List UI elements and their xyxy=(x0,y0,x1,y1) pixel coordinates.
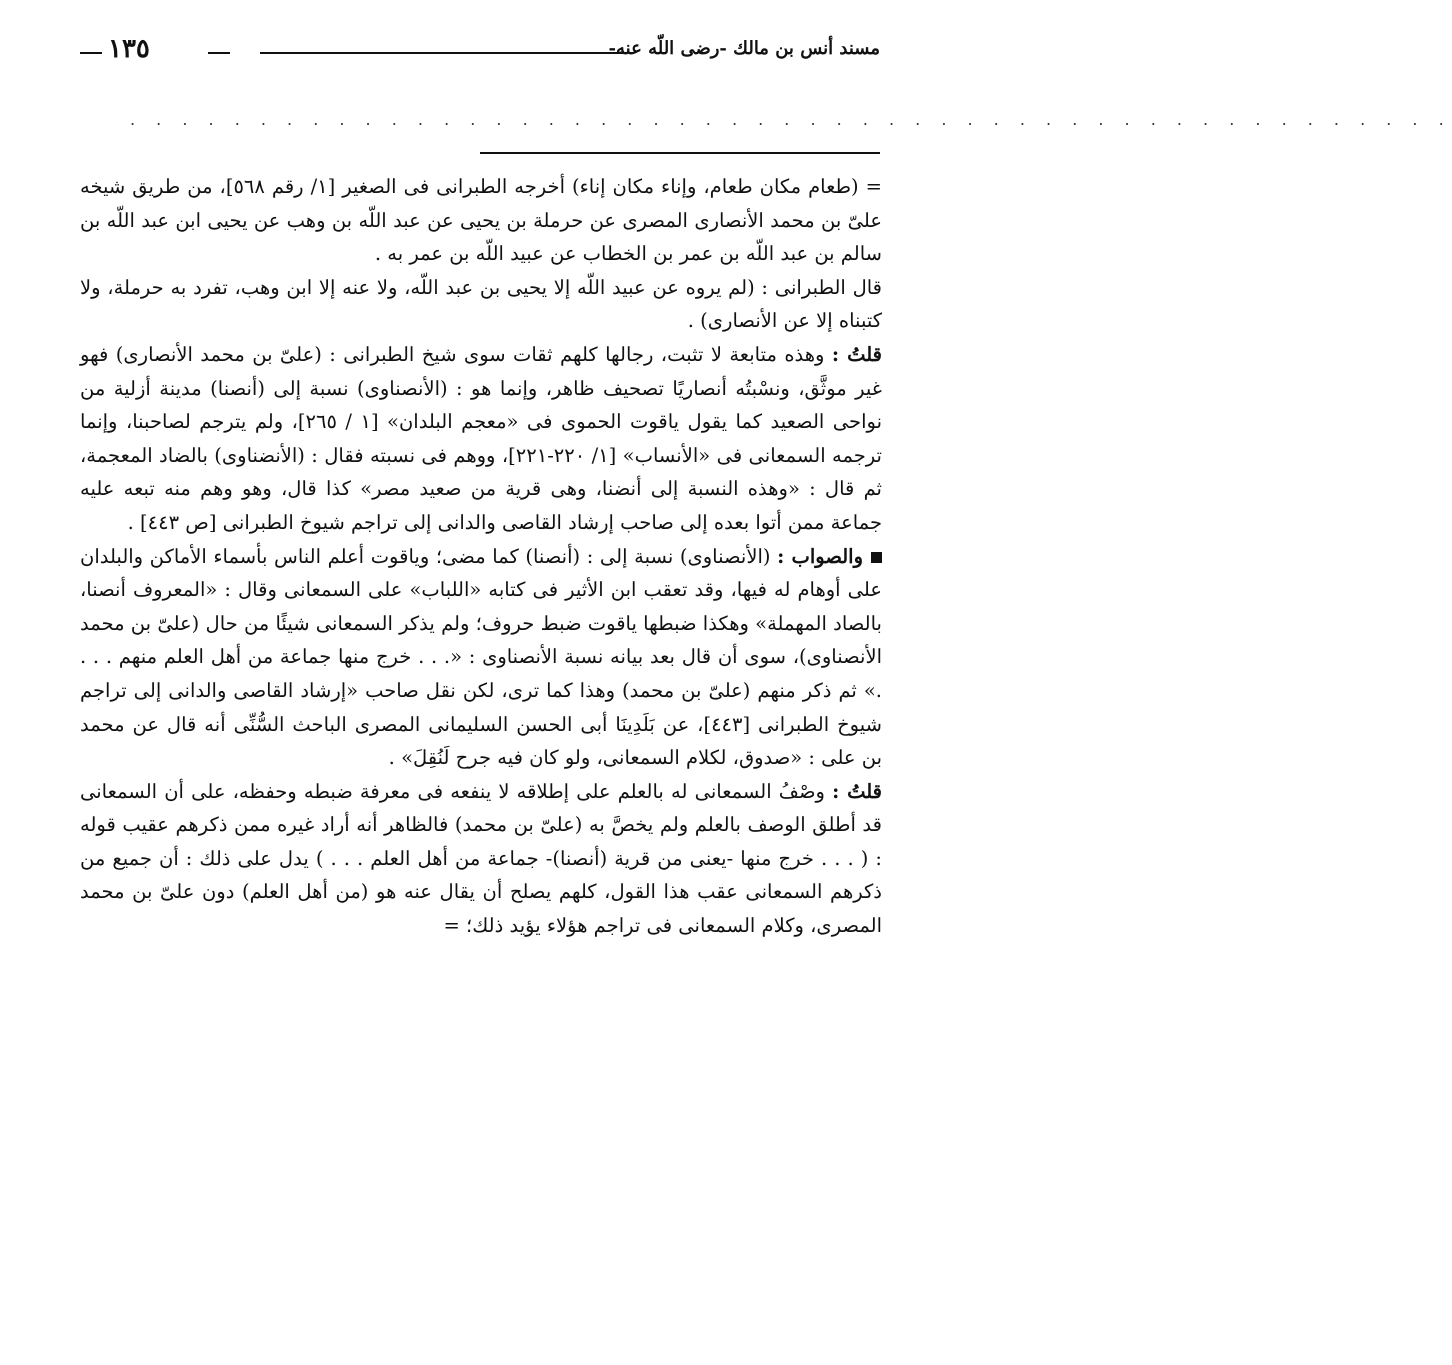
paragraph-4 xyxy=(80,540,882,775)
header-dash xyxy=(208,52,230,54)
paragraph-1: = (طعام مكان طعام، وإناء مكان إناء) أخرجه الطبرانى فى الصغير [١/ رقم ٥٦٨]، من طريق شيخه علىّ بن محمد الأنصارى المصرى عن حرملة بن يحيى عن عبد اللّه بن وهب عن يحيى ابن عبد اللّه بن سالم بن عبد اللّه بن عمر بن الخطاب عن عبيد اللّه بن عمر به . xyxy=(80,175,882,266)
paragraph-lead: قلتُ : xyxy=(831,342,882,366)
page-number: ١٣٥ xyxy=(108,34,150,64)
footnote-rule xyxy=(480,152,880,154)
paragraph-text: وهذه متابعة لا تثبت، رجالها كلهم ثقات سوى شيخ الطبرانى : (علىّ بن محمد الأنصارى) فهو غير موثَّق، ونسْبتُه أنصاريًا تصحيف ظاهر، وإنما هو : (الأنصناوى) نسبة إلى (أنصنا) مدينة أزلية من نواحى الصعيد كما يقول ياقوت الحموى فى «معجم البلدان» [١ / ٢٦٥]، ولم يترجم لصاحبنا، وإنما ترجمه السمعانى فى «الأنساب» [١/ ٢٢٠-٢٢١]، ووهم فى نسبته فقال : (الأنضناوى) بالضاد المعجمة، ثم قال : «وهذه النسبة إلى أنضنا، وهى قرية من صعيد مصر» كذا قال، وهو وهم منه تبعه عليه جماعة ممن أتوا بعده إلى صاحب إرشاد القاصى والدانى إلى تراجم شيوخ الطبرانى [ص ٤٤٣] . xyxy=(80,342,883,534)
square-bullet-icon xyxy=(871,552,882,563)
paragraph-text: (الأنصناوى) نسبة إلى : (أنصنا) كما مضى؛ وياقوت أعلم الناس بأسماء الأماكن والبلدان على أوهام له فيها، وقد تعقب ابن الأثير فى كتابه «اللباب» على السمعانى وقال : «المعروف أنصنا، بالصاد المهملة» وهكذا ضبطها ياقوت ضبط حروف؛ ولم يذكر السمعانى شيئًا من حال (علىّ بن محمد الأنصناوى)، سوى أن قال بعد بيانه نسبة الأنصناوى : «. . . خرج منها جماعة من أهل العلم منهم . . . .» ثم ذكر منهم (علىّ بن محمد) وهذا كما ترى، لكن نقل صاحب «إرشاد القاصى والدانى إلى تراجم شيوخ الطبرانى [٤٤٣]، عن بَلَدِينَا أبى الحسن السليمانى المصرى الباحث السُّنِّى أنه قال عن محمد بن على : «صدوق، لكلام السمعانى، ولو كان فيه جرح لَنُقِلَ» . xyxy=(80,544,882,770)
paragraph-2: قال الطبرانى : (لم يروه عن عبيد اللّه إلا يحيى بن عبد اللّه، ولا عنه إلا ابن وهب، تفرد به حرملة، ولا كتبناه إلا عن الأنصارى) . xyxy=(80,275,882,333)
footnote-body xyxy=(80,170,882,943)
running-header xyxy=(80,34,880,70)
paragraph-lead: قلتُ : xyxy=(832,779,882,803)
header-dash-left xyxy=(80,52,102,54)
paragraph-text: وصْفُ السمعانى له بالعلم على إطلاقه لا ينفعه فى معرفة ضبطه وحفظه، على أن السمعانى قد أطلق الوصف بالعلم ولم يخصَّ به (علىّ بن محمد) فالظاهر أنه أراد غيره ممن ذكرهم عقيب قوله : ( . . . خرج منها -يعنى من قرية (أنصنا)- جماعة من أهل العلم . . . ) يدل على ذلك : أن جميع من ذكرهم السمعانى عقب هذا القول، كلهم يصلح أن يقال عنه هو (من أهل العلم) دون علىّ بن محمد المصرى، وكلام السمعانى فى تراجم هؤلاء يؤيد ذلك؛ = xyxy=(80,779,882,938)
dotted-separator: . . . . . . . . . . . . . . . . . . . . . . . . . . . . . . . . . . . . . . . . . . . . . . . . . . . xyxy=(130,110,1452,129)
paragraph-3 xyxy=(80,338,882,540)
book-title: مسند أنس بن مالك -رضى اللّه عنه- xyxy=(608,38,880,59)
paragraph-lead: والصواب : xyxy=(777,544,863,568)
header-rule xyxy=(260,52,625,54)
paragraph-5 xyxy=(80,775,882,943)
